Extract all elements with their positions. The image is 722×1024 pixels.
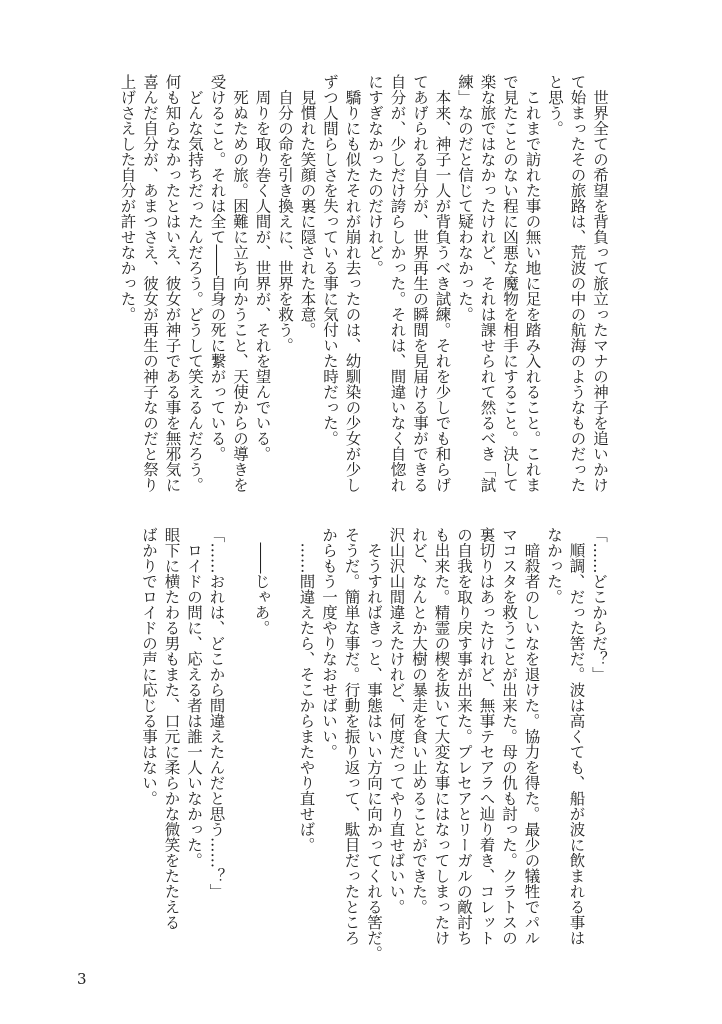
- text-line: 上げさえした自分が許せなかった。: [118, 74, 137, 322]
- text-line: 本来、神子一人が背負うべき試練。それを少しでも和らげ: [433, 74, 452, 493]
- text-line: の自我を取り戻す事が出来た。プレセアとリーガルの敵討ち: [455, 527, 473, 946]
- text-line: 楽な旅ではなかったけれど、それは課せられて然るべき「試: [478, 74, 497, 493]
- text-line: で見たことのない程に凶悪な魔物を相手にすること。決して: [501, 74, 519, 493]
- text-line: 裏切りはあったけれど、無事テセアラへ辿り着き、コレット: [477, 527, 496, 946]
- text-line: 眼下に横たわる男もまた、口元に柔らかな微笑をたたえる: [162, 527, 181, 930]
- text-line: ロイドの問に、応える者は誰一人いなかった。: [185, 527, 203, 868]
- text-line: 受けること。それは全て――自身の死に繋がっている。: [208, 74, 227, 462]
- text-line: 沢山沢山間違えたけれど、何度だってやり直せばいい。: [387, 527, 406, 915]
- text-line: そうだ。簡単な事だ。行動を振り返って、駄目だったところ: [342, 527, 361, 946]
- text-line: 暗殺者のしいなを退けた。協力を得た。最少の犠牲でパル: [522, 527, 541, 946]
- text-line: なかった。: [545, 527, 563, 605]
- text-line: 喜んだ自分が、あまつさえ、彼女が再生の神子なのだと祭り: [141, 74, 159, 493]
- text-line: にすぎなかったのだけれど。: [366, 74, 384, 276]
- text-line: 周りを取り巻く人間が、世界が、それを望んでいる。: [253, 74, 272, 462]
- text-line: 「……どこからだ？」: [590, 527, 608, 682]
- text-line: も出来た。精霊の楔を抜いて大変な事にはなってしまったけ: [432, 527, 451, 946]
- text-line: ばかりでロイドの声に応じる事はない。: [140, 527, 158, 806]
- top-text-section: [116, 74, 611, 504]
- text-line: てあげられる自分が、世界再生の瞬間を見届ける事ができる: [411, 74, 429, 493]
- text-line: と思う。: [546, 74, 564, 136]
- text-line: 死ぬための旅。困難に立ち向かうこと、天使からの導きを: [231, 74, 249, 493]
- text-line: そうすればきっと、事態はいい方向に向かってくれる筈だ。: [365, 527, 383, 961]
- text-line: 世界全ての希望を背負って旅立ったマナの神子を追いかけ: [591, 74, 609, 493]
- text-line: [273, 527, 296, 957]
- bottom-text-section: [138, 527, 611, 961]
- text-line: 自分の命を引き換えに、世界を救う。: [276, 74, 294, 353]
- text-line: これまで訪れた事の無い地に足を踏み入れること。これま: [523, 74, 542, 493]
- text-line: どんな気持ちだったんだろう。どうして笑えるんだろう。: [186, 74, 204, 493]
- text-line: からもう一度やりなおせばいい。: [320, 527, 338, 760]
- text-line: て始まったその旅路は、荒波の中の航海のようなものだった: [568, 74, 587, 493]
- text-line: 自分が、少しだけ誇らしかった。それは、間違いなく自惚れ: [388, 74, 407, 493]
- text-line: れど、なんとか大樹の暴走を食い止めることができた。: [410, 527, 428, 915]
- text-line: 練」なのだと信じて疑わなかった。: [456, 74, 474, 322]
- text-line: 驕りにも似たそれが崩れ去ったのは、幼馴染の少女が少し: [343, 74, 362, 493]
- text-line: ずつ人間らしさを失っている事に気付いた時だった。: [321, 74, 339, 446]
- text-line: マコスタを救うことが出来た。母の仇も討った。クラトスの: [500, 527, 518, 946]
- text-line: ――じゃあ。: [252, 527, 271, 636]
- text-line: 何も知らなかったとはいえ、彼女が神子である事を無邪気に: [163, 74, 182, 493]
- text-line: [228, 527, 251, 957]
- page-number: 3: [77, 970, 87, 988]
- text-line: 見慣れた笑顔の裏に隠された本意。: [298, 74, 317, 338]
- text-line: 順調、だった筈だ。波は高くても、船が波に飲まれる事は: [567, 527, 586, 946]
- text-line: 「……おれは、どこから間違えたんだと思う……？」: [207, 527, 226, 899]
- text-line: ……間違えたら、そこからまたやり直せば。: [297, 527, 316, 853]
